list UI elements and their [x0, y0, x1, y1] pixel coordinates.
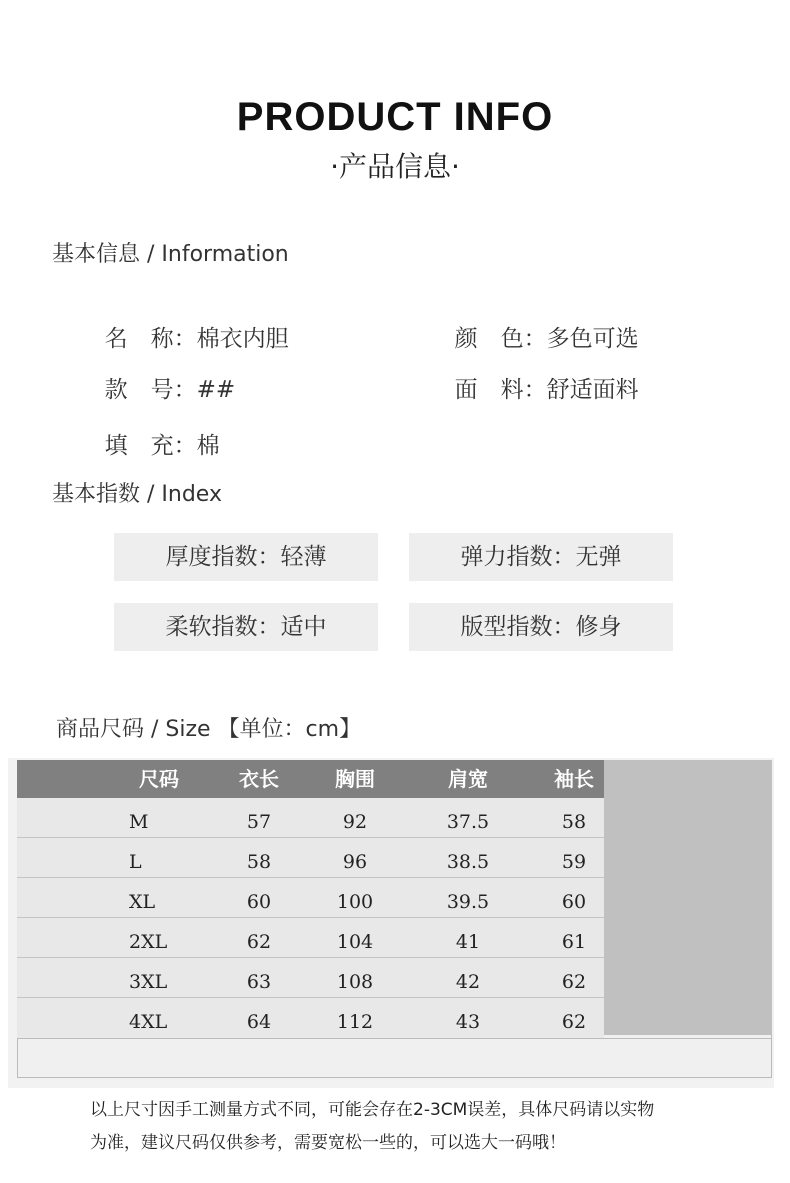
cell-shoulder: 42 — [455, 971, 481, 993]
info-item-style-no — [90, 345, 235, 404]
column-header-shoulder: 肩宽 — [448, 767, 488, 791]
cell-chest: 108 — [336, 971, 374, 993]
cell-shoulder: 37.5 — [446, 811, 490, 833]
index-elasticity: 弹力指数：无弹 — [409, 533, 673, 581]
info-item-fabric — [440, 345, 639, 404]
table-row — [17, 918, 604, 958]
size-table-side-panel — [604, 760, 772, 1035]
info-value: 多色可选 — [546, 326, 639, 352]
column-header-size: 尺码 — [139, 767, 179, 791]
size-note-line-2: 为准，建议尺码仅供参考，需要宽松一些的，可以选大一码哦！ — [90, 1133, 566, 1153]
table-row — [17, 798, 604, 838]
cell-sleeve: 61 — [561, 931, 587, 953]
cell-size: 2XL — [129, 931, 168, 953]
table-row — [17, 958, 604, 998]
cell-chest: 104 — [336, 931, 374, 953]
page-title: PRODUCT INFO — [236, 95, 554, 139]
cell-size: 3XL — [129, 971, 168, 993]
cell-length: 57 — [246, 811, 272, 833]
index-softness: 柔软指数：适中 — [114, 603, 378, 651]
basic-info-heading: 基本信息 / Information — [52, 242, 289, 267]
index-heading: 基本指数 / Index — [52, 482, 222, 507]
cell-shoulder: 38.5 — [446, 851, 490, 873]
page-subtitle: ·产品信息· — [330, 150, 460, 183]
cell-sleeve: 60 — [561, 891, 587, 913]
info-value: 棉衣内胆 — [196, 326, 289, 352]
info-value: 棉 — [196, 433, 220, 459]
table-row — [17, 878, 604, 918]
cell-sleeve: 62 — [561, 1011, 587, 1033]
cell-size: M — [129, 811, 149, 833]
info-value: 舒适面料 — [546, 377, 639, 403]
cell-sleeve: 59 — [561, 851, 587, 873]
cell-length: 63 — [246, 971, 272, 993]
index-thickness: 厚度指数：轻薄 — [114, 533, 378, 581]
table-row — [17, 838, 604, 878]
size-heading: 商品尺码 / Size 【单位：cm】 — [56, 717, 362, 742]
cell-sleeve: 58 — [561, 811, 587, 833]
info-value: ## — [196, 377, 236, 403]
info-label: 面 料： — [454, 377, 547, 403]
cell-length: 58 — [246, 851, 272, 873]
cell-size: L — [129, 851, 142, 873]
table-row — [17, 998, 604, 1038]
cell-chest: 100 — [336, 891, 374, 913]
size-note-line-1: 以上尺寸因手工测量方式不同，可能会存在2-3CM误差，具体尺码请以实物 — [90, 1100, 655, 1120]
info-item-filling — [90, 401, 220, 460]
cell-length: 64 — [246, 1011, 272, 1033]
table-divider — [17, 1038, 772, 1039]
cell-length: 62 — [246, 931, 272, 953]
index-fit: 版型指数：修身 — [409, 603, 673, 651]
cell-length: 60 — [246, 891, 272, 913]
cell-chest: 92 — [342, 811, 368, 833]
cell-size: XL — [129, 891, 156, 913]
cell-chest: 112 — [336, 1011, 374, 1033]
cell-chest: 96 — [342, 851, 368, 873]
info-label: 填 充： — [104, 433, 197, 459]
column-header-length: 衣长 — [239, 767, 279, 791]
column-header-sleeve: 袖长 — [554, 767, 594, 791]
cell-shoulder: 39.5 — [446, 891, 490, 913]
column-header-chest: 胸围 — [335, 767, 375, 791]
cell-sleeve: 62 — [561, 971, 587, 993]
cell-shoulder: 41 — [455, 931, 481, 953]
info-label: 名 称： — [104, 326, 197, 352]
info-label: 款 号： — [104, 377, 197, 403]
info-label: 颜 色： — [454, 326, 547, 352]
cell-size: 4XL — [129, 1011, 168, 1033]
size-table-header — [17, 760, 604, 798]
cell-shoulder: 43 — [455, 1011, 481, 1033]
